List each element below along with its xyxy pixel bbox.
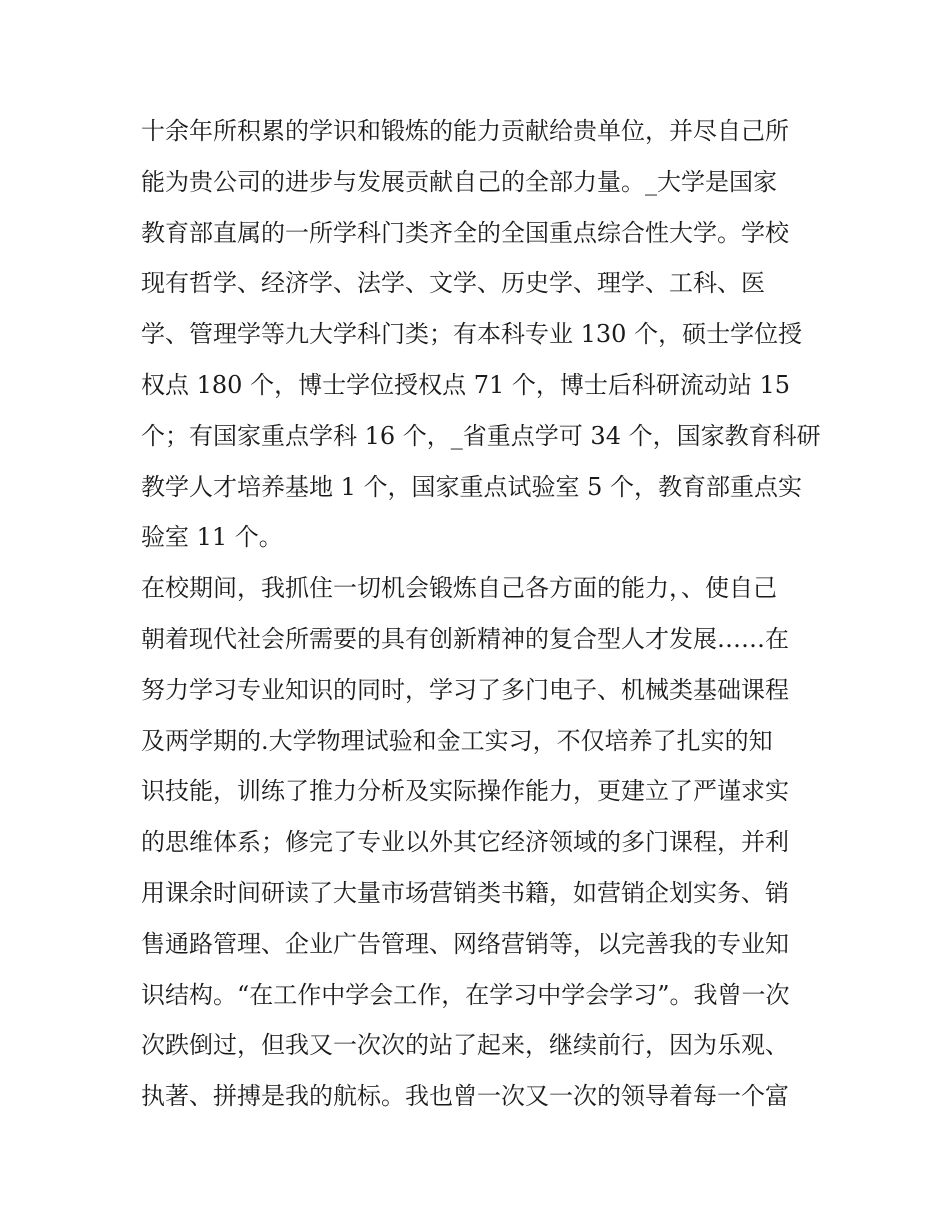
text-line: 验室 11 个。 [141, 523, 283, 552]
text-line: 的思维体系；修完了专业以外其它经济领域的多门课程，并利 [141, 828, 789, 857]
body-text [141, 106, 821, 1122]
text-line: 努力学习专业知识的同时，学习了多门电子、机械类基础课程 [141, 675, 789, 704]
text-line: 个；有国家重点学科 16 个，_省重点学可 34 个，国家教育科研 [141, 421, 821, 450]
text-line: 识结构。“在工作中学会工作，在学习中学会学习”。我曾一次 [141, 980, 790, 1009]
text-line: 售通路管理、企业广告管理、网络营销等，以完善我的专业知 [141, 929, 789, 958]
text-line: 权点 180 个，博士学位授权点 71 个，博士后科研流动站 15 [141, 370, 791, 399]
text-line: 识技能，训练了推力分析及实际操作能力，更建立了严谨求实 [141, 777, 789, 806]
text-line: 及两学期的.大学物理试验和金工实习，不仅培养了扎实的知 [141, 726, 773, 755]
text-line: 朝着现代社会所需要的具有创新精神的复合型人才发展……在 [141, 624, 789, 653]
text-line: 在校期间，我抓住一切机会锻炼自己各方面的能力，、使自己 [141, 574, 777, 603]
text-line: 学、管理学等九大学科门类；有本科专业 130 个，硕士学位授 [141, 320, 803, 349]
text-line: 次跌倒过，但我又一次次的站了起来，继续前行，因为乐观、 [141, 1031, 789, 1060]
text-line: 教学人才培养基地 1 个，国家重点试验室 5 个，教育部重点实 [141, 472, 803, 501]
text-line: 十余年所积累的学识和锻炼的能力贡献给贵单位，并尽自己所 [141, 117, 789, 145]
text-line: 执著、拼搏是我的航标。我也曾一次又一次的领导着每一个富 [141, 1082, 789, 1111]
text-line: 能为贵公司的进步与发展贡献自己的全部力量。_大学是国家 [141, 167, 777, 196]
text-line: 用课余时间研读了大量市场营销类书籍，如营销企划实务、销 [141, 878, 789, 907]
text-line: 现有哲学、经济学、法学、文学、历史学、理学、工科、医 [141, 269, 765, 298]
text-line: 教育部直属的一所学科门类齐全的全国重点综合性大学。学校 [141, 218, 789, 247]
